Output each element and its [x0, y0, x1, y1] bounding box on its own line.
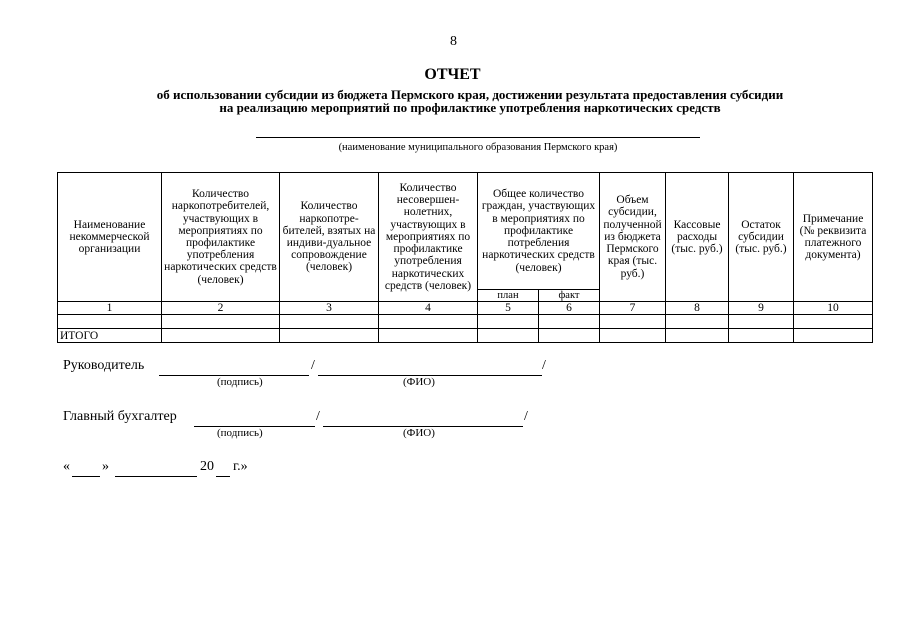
total-row — [58, 329, 873, 343]
table-cell — [794, 329, 873, 343]
table-cell — [478, 329, 539, 343]
column-numbers-row — [58, 302, 873, 315]
subtitle-line-2: на реализацию мероприятий по профилактике употребления наркотических средств — [219, 100, 721, 115]
accountant-separator-left: / — [316, 409, 320, 424]
header-minors-participating: Количество несовершен-нолетних, участвующих в мероприятиях по профилактике употребления наркотических средств (человек) — [379, 173, 478, 302]
table-cell — [794, 315, 873, 329]
table-row — [58, 315, 873, 329]
date-day-line — [72, 476, 100, 477]
head-signature-caption: (подпись) — [217, 376, 263, 388]
date-year-line — [216, 476, 230, 477]
date-month-line — [115, 476, 197, 477]
subheader-fact: факт — [539, 290, 600, 302]
total-label: ИТОГО — [58, 329, 162, 343]
column-number: 3 — [280, 302, 379, 315]
table-cell — [666, 329, 729, 343]
header-individual-support: Количество наркопотре-бителей, взятых на индиви-дуальное сопровождение (человек) — [280, 173, 379, 302]
column-number: 5 — [478, 302, 539, 315]
table-cell — [280, 315, 379, 329]
date-year-prefix: 20 — [200, 459, 214, 474]
head-separator-left: / — [311, 358, 315, 373]
header-note: Примечание (№ реквизита платежного документа) — [794, 173, 873, 302]
date-year-suffix: г.» — [233, 459, 248, 474]
table-cell — [729, 329, 794, 343]
table-cell — [600, 329, 666, 343]
date-open-quote: « — [63, 459, 70, 474]
subtitle-line-1: об использовании субсидии из бюджета Пермского края, достижении результата предоставления субсидии — [156, 87, 784, 102]
table-cell — [162, 315, 280, 329]
table-cell — [729, 315, 794, 329]
report-table — [57, 172, 873, 343]
header-cash-expenses: Кассовые расходы (тыс. руб.) — [666, 173, 729, 302]
date-close-quote: » — [102, 459, 109, 474]
head-separator-right: / — [542, 358, 546, 373]
column-number: 8 — [666, 302, 729, 315]
municipality-caption: (наименование муниципального образования Пермского края) — [338, 142, 618, 153]
column-number: 7 — [600, 302, 666, 315]
column-number: 9 — [729, 302, 794, 315]
column-number: 10 — [794, 302, 873, 315]
report-subtitle — [60, 88, 880, 114]
header-organization: Наименование некоммерческой организации — [58, 173, 162, 302]
header-subsidy-volume: Объем субсидии, полученной из бюджета Пермского края (тыс. руб.) — [600, 173, 666, 302]
table-cell — [379, 329, 478, 343]
table-cell — [478, 315, 539, 329]
column-number: 6 — [539, 302, 600, 315]
accountant-signature-caption: (подпись) — [217, 427, 263, 439]
header-total-citizens: Общее количество граждан, участвующих в мероприятиях по профилактике потребления наркотических средств (человек) — [478, 173, 600, 290]
column-number: 2 — [162, 302, 280, 315]
column-number: 1 — [58, 302, 162, 315]
table-cell — [280, 329, 379, 343]
report-title: ОТЧЕТ — [424, 66, 481, 83]
table-cell — [539, 315, 600, 329]
header-subsidy-balance: Остаток субсидии (тыс. руб.) — [729, 173, 794, 302]
header-drug-users-participating: Количество наркопотребителей, участвующих в мероприятиях по профилактике употребления наркотических средств (человек) — [162, 173, 280, 302]
table-cell — [379, 315, 478, 329]
municipality-name-line — [256, 137, 700, 138]
table-header-row — [58, 173, 873, 290]
column-number: 4 — [379, 302, 478, 315]
head-label: Руководитель — [63, 358, 145, 373]
subheader-plan: план — [478, 290, 539, 302]
table-cell — [58, 315, 162, 329]
table-cell — [162, 329, 280, 343]
page-number: 8 — [450, 34, 457, 49]
accountant-label: Главный бухгалтер — [63, 409, 177, 424]
table-cell — [539, 329, 600, 343]
accountant-separator-right: / — [524, 409, 528, 424]
table-cell — [600, 315, 666, 329]
accountant-name-caption: (ФИО) — [403, 427, 435, 439]
head-name-caption: (ФИО) — [403, 376, 435, 388]
table-cell — [666, 315, 729, 329]
